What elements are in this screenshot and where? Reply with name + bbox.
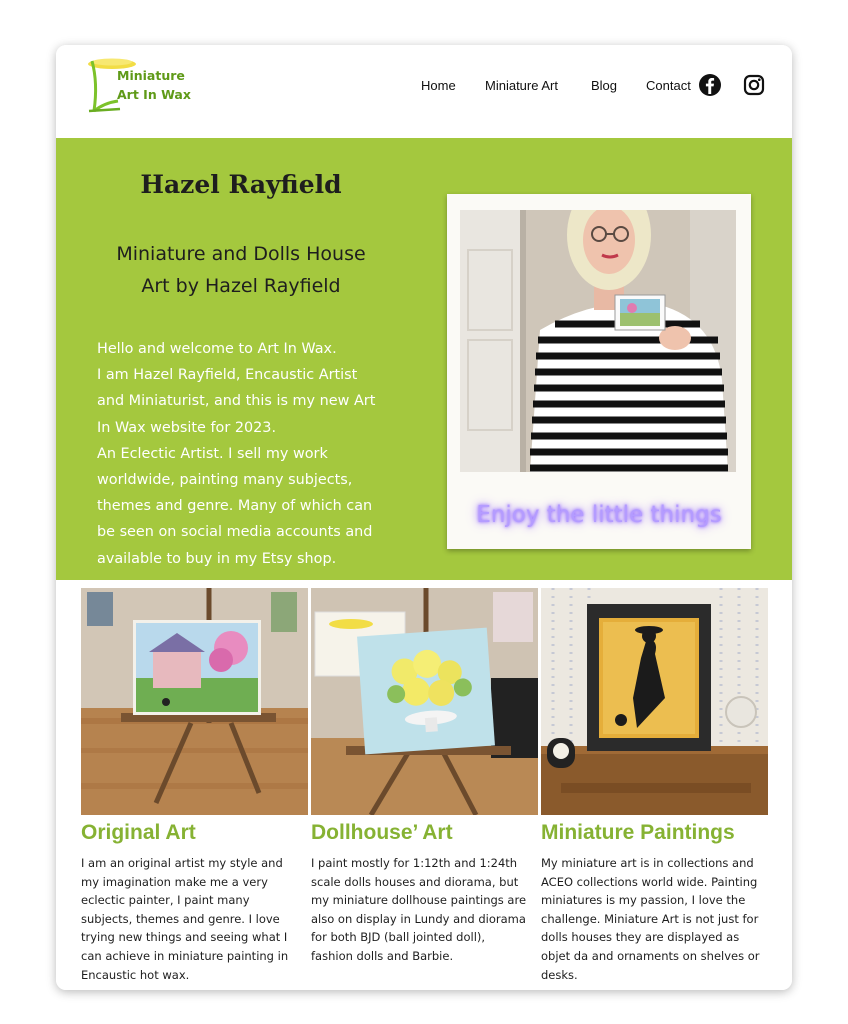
nav-blog[interactable]: Blog: [591, 78, 618, 93]
original-art-image: [81, 588, 308, 815]
feature-text-line: desks.: [541, 967, 578, 982]
feature-description: [311, 854, 543, 966]
feature-text-line: dolls houses they are displayed as: [541, 930, 740, 945]
feature-text-line: can achieve in miniature painting in: [81, 948, 289, 963]
feature-text-line: my miniature dollhouse paintings are: [311, 893, 527, 908]
nav-miniature-art[interactable]: Miniature Art: [485, 78, 558, 93]
intro-line: I am Hazel Rayfield, Encaustic Artist: [97, 367, 358, 384]
facebook-icon[interactable]: [698, 73, 722, 97]
hero-section: [56, 138, 792, 580]
feature-text-line: I am an original artist my style and: [81, 856, 283, 870]
page-card: [56, 45, 792, 990]
hero-subtitle-line: Art by Hazel Rayfield: [141, 275, 341, 297]
feature-text-line: also on display in Lundy and diorama: [311, 911, 526, 926]
feature-description: [81, 854, 313, 984]
logo-text-line-1: Miniature: [117, 68, 185, 83]
dollhouse-art-image: [311, 588, 538, 815]
hero-subtitle: [76, 238, 406, 302]
intro-line: themes and genre. Many of which can: [97, 498, 373, 515]
feature-text-line: subjects, themes and genre. I love: [81, 911, 280, 926]
features-section: [56, 580, 792, 990]
feature-text-line: for both BJD (ball jointed doll),: [311, 930, 486, 945]
feature-text-line: fashion dolls and Barbie.: [311, 948, 454, 963]
feature-title[interactable]: Miniature Paintings: [541, 821, 735, 844]
intro-line: available to buy in my Etsy shop.: [97, 550, 337, 567]
artist-photo-frame: [447, 194, 751, 549]
feature-text-line: trying new things and seeing what I: [81, 930, 288, 945]
intro-line: An Eclectic Artist. I sell my work: [97, 445, 328, 462]
page-title: Hazel Rayfield: [140, 170, 342, 199]
nav-home[interactable]: Home: [421, 78, 456, 93]
feature-description: [541, 854, 773, 984]
feature-text-line: challenge. Miniature Art is not just for: [541, 911, 759, 926]
feature-text-line: miniatures is my passion, I love the: [541, 893, 746, 908]
site-header: [56, 45, 792, 138]
feature-text-line: ACEO collections world wide. Painting: [541, 874, 758, 889]
intro-line: In Wax website for 2023.: [97, 419, 277, 436]
logo-text-line-2: Art In Wax: [117, 87, 191, 102]
photo-caption: Enjoy the little things: [476, 502, 722, 528]
feature-text-line: my imagination make me a very: [81, 874, 268, 889]
feature-title[interactable]: Original Art: [81, 821, 196, 844]
main-nav: [56, 75, 792, 97]
feature-text-line: scale dolls houses and diorama, but: [311, 874, 519, 889]
intro-line: and Miniaturist, and this is my new Art: [97, 393, 376, 410]
intro-line: Hello and welcome to Art In Wax.: [97, 341, 337, 357]
feature-text-line: eclectic painter, I paint many: [81, 893, 250, 908]
feature-text-line: I paint mostly for 1:12th and 1:24th: [311, 856, 518, 870]
intro-line: be seen on social media accounts and: [97, 524, 373, 541]
feature-text-line: My miniature art is in collections and: [541, 856, 754, 870]
feature-text-line: Encaustic hot wax.: [81, 967, 190, 982]
hero-subtitle-line: Miniature and Dolls House: [116, 243, 366, 265]
nav-contact[interactable]: Contact: [646, 78, 691, 93]
miniature-paintings-image: [541, 588, 768, 815]
intro-line: worldwide, painting many subjects,: [97, 472, 353, 489]
feature-title[interactable]: Dollhouse’ Art: [311, 821, 453, 844]
hero-intro: [97, 336, 402, 572]
feature-text-line: objet da and ornaments on shelves or: [541, 948, 760, 963]
instagram-icon[interactable]: [742, 73, 766, 97]
artist-photo: [460, 210, 736, 472]
